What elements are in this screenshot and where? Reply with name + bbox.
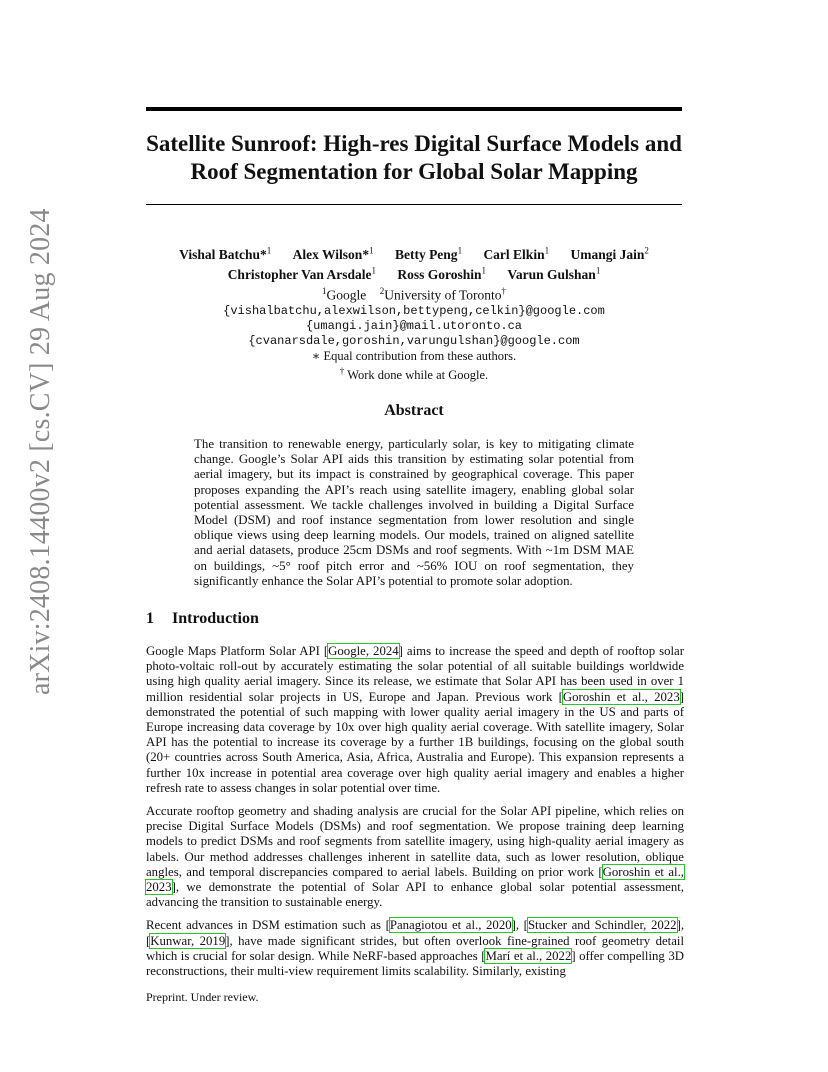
- author: Ross Goroshin$^1$: [397, 265, 486, 282]
- paragraph: Accurate rooftop geometry and shading analysis are crucial for the Solar API pipeline, which relies on precise Digital Surface Models (DSMs) and roof segmentation. We propose training deep learning models to predict DSMs and roof segments from satellite imagery, using high-quality aerial imagery as labels. Our method addresses challenges inherent in satellite data, such as lower resolution, oblique angles, and temporal discrepancies compared to aerial labels. Building on prior work [Goroshin et al., 2023], we demonstrate the potential of Solar API to enhance global solar potential assessment, advancing the transition to sustainable energy.: [146, 804, 685, 910]
- author-line-1: [146, 242, 682, 263]
- abstract-text: The transition to renewable energy, particularly solar, is key to mitigating climate change. Google’s Solar API aids this transition by estimating solar potential from aerial imagery, but its impact is constrained by geographical coverage. This paper proposes expanding the API’s reach using satellite imagery, enabling global solar potential assessment. We tackle challenges involved in building a Digital Surface Model (DSM) and roof instance segmentation from lower resolution and single oblique views using deep learning models. Our models, trained on aligned satellite and aerial datasets, produce 25cm DSMs and roof segments. With ~1m DSM MAE on buildings, ~5° roof pitch error and ~56% IOU on roof segmentation, they significantly enhance the Solar API’s potential to promote solar adoption.: [194, 437, 634, 588]
- citation-link[interactable]: Goroshin et al., 2023: [562, 689, 680, 704]
- equal-contribution-note: ∗ Equal contribution from these authors.: [311, 348, 517, 363]
- arxiv-identifier: arXiv:2408.14400v2 [cs.CV] 29 Aug 2024: [25, 208, 56, 695]
- author: Vishal Batchu*$^1$: [179, 245, 272, 262]
- author: Betty Peng$^1$: [394, 245, 463, 262]
- section-heading: [146, 610, 682, 628]
- author: Carl Elkin$^1$: [483, 245, 550, 262]
- email-line-1: {vishalbatchu,alexwilson,bettypeng,celkin}@google.com: [223, 303, 605, 318]
- author: Umangi Jain$^2$: [570, 245, 649, 262]
- preprint-footer: Preprint. Under review.: [146, 990, 259, 1004]
- paragraph: Google Maps Platform Solar API [Google, 2024] aims to increase the speed and depth of rooftop solar photo-voltaic roll-out by accurately estimating the solar potential of all suitable buildings worldwide using high quality aerial imagery. Since its release, we estimate that Solar API has been used in over 1 million residential solar projects in US, Europe and Japan. Previous work [Goroshin et al., 2023] demonstrated the potential of such mapping with lower quality aerial imagery in the US and parts of Europe increasing data coverage by 10x over high quality aerial coverage. With satellite imagery, Solar API has the potential to increase its coverage by a further 1B buildings, focusing on the global south (20+ countries across South America, Asia, Africa, Australia and Europe). This expansion represents a further 10x increase in potential area coverage over high quality aerial imagery and enables a higher refresh rate to assess changes in solar potential over time.: [146, 644, 684, 795]
- title-bottom-rule: [146, 204, 682, 205]
- email-line-3: {cvanarsdale,goroshin,varungulshan}@google.com: [248, 333, 580, 348]
- affiliations: $^1$Google $^2$University of Toronto†: [321, 286, 507, 303]
- citation-link[interactable]: Panagiotou et al., 2020: [389, 918, 512, 933]
- title-line-2: Roof Segmentation for Global Solar Mapping: [190, 159, 638, 184]
- citation-link[interactable]: Marí et al., 2022: [485, 948, 572, 963]
- body-text: [146, 644, 684, 987]
- abstract-heading: Abstract: [384, 402, 444, 419]
- work-note: † Work done while at Google.: [339, 365, 489, 382]
- author: Alex Wilson*$^1$: [292, 245, 374, 262]
- paragraph: Recent advances in DSM estimation such as [Panagiotou et al., 2020], [Stucker and Schindler, 2022], [Kunwar, 2019], have made significant strides, but often overlook fine-grained roof geometry detail which is crucial for solar design. While NeRF-based approaches [Marí et al., 2022] offer compelling 3D reconstructions, their multi-view requirement limits scalability. Similarly, existing: [146, 918, 685, 979]
- section-title: Introduction: [172, 610, 259, 627]
- author: Christopher Van Arsdale$^1$: [227, 265, 376, 282]
- author-block: [146, 242, 682, 383]
- author: Varun Gulshan$^1$: [507, 265, 601, 282]
- author-line-2: [146, 263, 682, 284]
- title-top-rule: [146, 107, 682, 111]
- section-number: 1: [146, 610, 154, 627]
- arxiv-side-stamp: [17, 208, 57, 700]
- citation-link[interactable]: Goroshin et al., 2023: [146, 864, 685, 895]
- citation-link[interactable]: Google, 2024: [328, 644, 399, 658]
- citation-link[interactable]: Stucker and Schindler, 2022: [527, 918, 677, 933]
- title-line-1: Satellite Sunroof: High-res Digital Surface Models and: [146, 131, 682, 156]
- paper-title: [146, 130, 682, 186]
- email-line-2: {umangi.jain}@mail.utoronto.ca: [305, 318, 523, 333]
- citation-link[interactable]: Kunwar, 2019: [150, 933, 226, 948]
